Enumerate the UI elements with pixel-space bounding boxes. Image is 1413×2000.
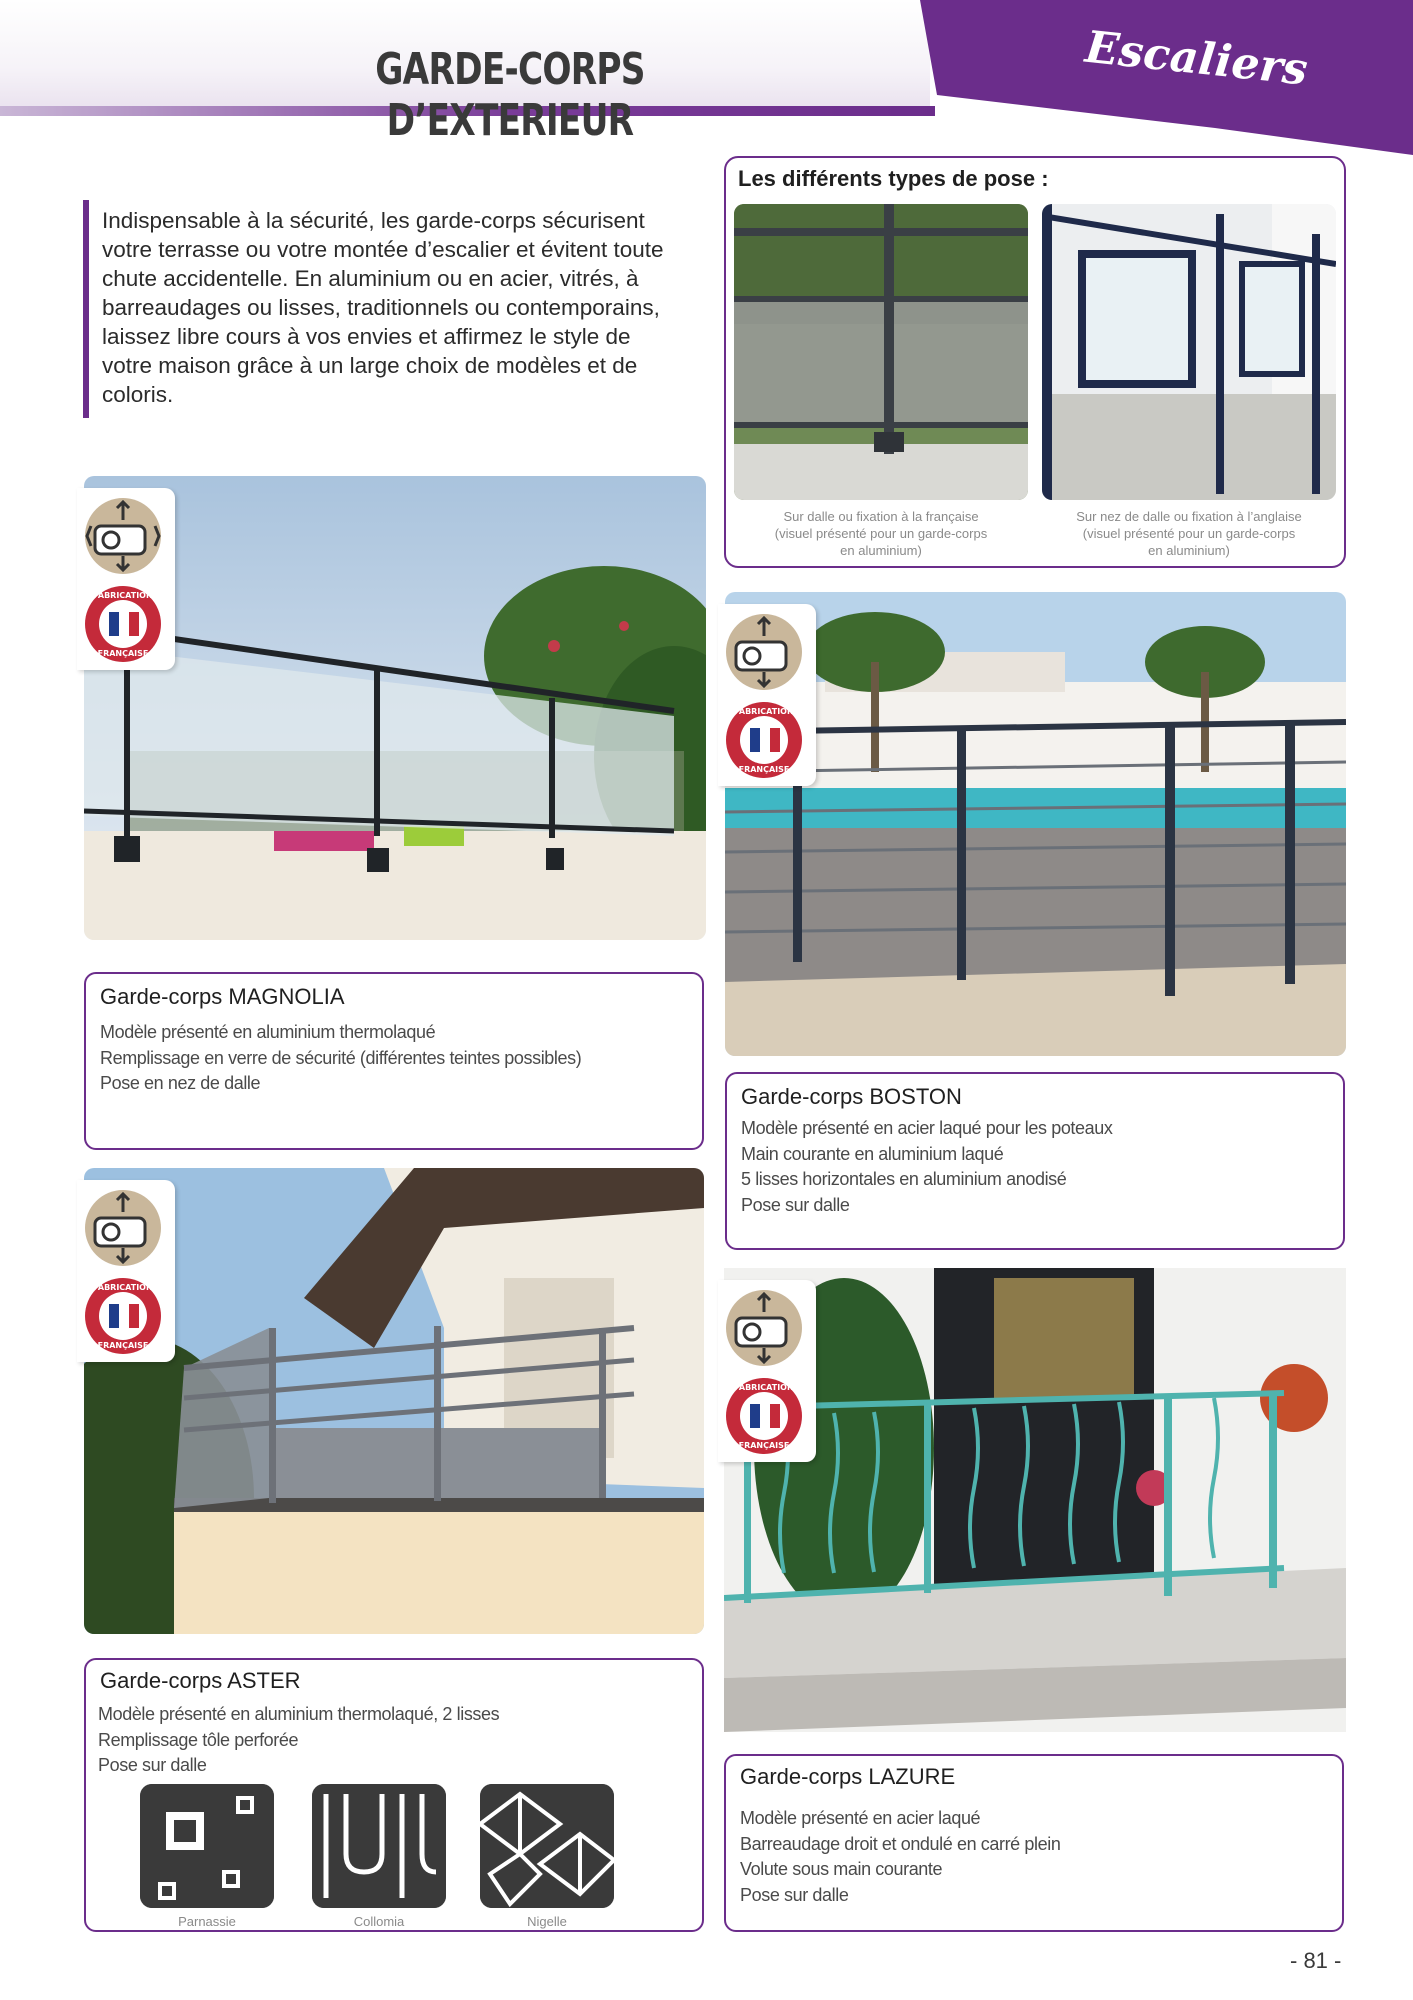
french-flag-icon (724, 1376, 804, 1456)
pattern-label: Collomia (353, 1914, 405, 1929)
svg-text:FRANÇAISE: FRANÇAISE (738, 765, 790, 774)
badge-boston (718, 604, 816, 786)
photo-magnolia (84, 476, 706, 940)
svg-text:FABRICATION: FABRICATION (734, 1383, 794, 1392)
svg-text:FRANÇAISE: FRANÇAISE (738, 1441, 790, 1450)
desc-magnolia (84, 972, 704, 1150)
intro-line: votre terrasse ou votre montée d’escalier et évitent toute (102, 237, 664, 262)
svg-text:FRANÇAISE: FRANÇAISE (97, 649, 149, 658)
spec-line: 5 lisses horizontales en aluminium anodisé (741, 1169, 1067, 1189)
tape-measure-icon (724, 1288, 804, 1368)
caption-line: en aluminium) (840, 543, 922, 558)
section-tab-label: Escaliers (1082, 21, 1310, 96)
french-flag-icon (724, 700, 804, 780)
product-spec-list (100, 1020, 581, 1097)
badge-aster (77, 1180, 175, 1362)
svg-text:FABRICATION: FABRICATION (734, 707, 794, 716)
french-flag-icon (83, 1276, 163, 1356)
spec-line: Remplissage en verre de sécurité (différentes teintes possibles) (100, 1047, 582, 1068)
pattern-label: Nigelle (527, 1914, 567, 1929)
pose-photo-french (734, 204, 1028, 500)
product-spec-list (98, 1702, 499, 1779)
tape-measure-icon (83, 1188, 163, 1268)
caption-line: (visuel présenté pour un garde-corps (1082, 526, 1296, 541)
pattern-label: Parnassie (178, 1914, 236, 1929)
intro-line: votre maison grâce à un large choix de modèles et de (102, 353, 638, 378)
badge-magnolia (77, 488, 175, 670)
page-number: - 81 - (1290, 1948, 1342, 1973)
spec-line: Pose sur dalle (740, 1884, 849, 1905)
photo-lazure (724, 1268, 1346, 1732)
product-spec-list (741, 1116, 1112, 1218)
photo-boston (725, 592, 1346, 1056)
spec-line: Modèle présenté en aluminium thermolaqué (100, 1022, 436, 1042)
intro-line: laissez libre cours à vos envies et affirmez le style de (102, 324, 631, 349)
pattern-swatch-collomia (312, 1784, 446, 1908)
pattern-swatch-nigelle (480, 1784, 614, 1908)
spec-line: Main courante en aluminium laqué (741, 1143, 1004, 1164)
pose-photo-english (1042, 204, 1336, 500)
svg-text:FABRICATION: FABRICATION (93, 591, 153, 600)
photo-aster (84, 1168, 704, 1634)
pattern-swatch-parnassie (140, 1784, 274, 1908)
intro-line: chute accidentelle. En aluminium ou en acier, vitrés, à (102, 266, 639, 291)
pose-types-box (724, 156, 1346, 568)
intro-paragraph (102, 206, 722, 409)
intro-line: coloris. (102, 382, 174, 407)
spec-line: Pose sur dalle (741, 1194, 850, 1215)
desc-lazure (724, 1754, 1344, 1932)
desc-aster (84, 1658, 704, 1932)
spec-line: Pose sur dalle (98, 1755, 207, 1775)
intro-line: barreaudages ou lisses, traditionnels ou contemporains, (102, 295, 660, 320)
pose-types-title: Les différents types de pose : (738, 166, 1049, 191)
caption-line: en aluminium) (1148, 543, 1230, 558)
pose-caption-english (1042, 508, 1336, 559)
caption-line: (visuel présenté pour un garde-corps (774, 526, 988, 541)
tape-measure-icon (724, 612, 804, 692)
caption-line: Sur dalle ou fixation à la française (783, 509, 979, 524)
desc-boston (725, 1072, 1345, 1250)
spec-line: Modèle présenté en aluminium thermolaqué, 2 lisses (98, 1704, 500, 1724)
badge-lazure (718, 1280, 816, 1462)
page-title: GARDE-CORPS D’EXTERIEUR (375, 44, 645, 146)
spec-line: Modèle présenté en acier laqué (740, 1808, 981, 1828)
spec-line: Pose en nez de dalle (100, 1073, 261, 1093)
spec-line: Barreaudage droit et ondulé en carré plein (740, 1833, 1061, 1854)
intro-accent-bar (83, 200, 89, 418)
product-title: Garde-corps LAZURE (740, 1764, 956, 1789)
caption-line: Sur nez de dalle ou fixation à l’anglaise (1076, 509, 1302, 524)
intro-line: Indispensable à la sécurité, les garde-corps sécurisent (102, 208, 645, 233)
tape-measure-icon (83, 496, 163, 576)
pose-caption-french (734, 508, 1028, 559)
svg-text:FRANÇAISE: FRANÇAISE (97, 1341, 149, 1350)
spec-line: Modèle présenté en acier laqué pour les poteaux (741, 1118, 1113, 1138)
spec-line: Remplissage tôle perforée (98, 1729, 299, 1750)
product-title: Garde-corps BOSTON (741, 1084, 962, 1109)
svg-text:FABRICATION: FABRICATION (93, 1283, 153, 1292)
product-title: Garde-corps ASTER (100, 1668, 301, 1693)
spec-line: Volute sous main courante (740, 1859, 943, 1879)
french-flag-icon (83, 584, 163, 664)
product-spec-list (740, 1806, 1060, 1908)
product-title: Garde-corps MAGNOLIA (100, 984, 345, 1009)
